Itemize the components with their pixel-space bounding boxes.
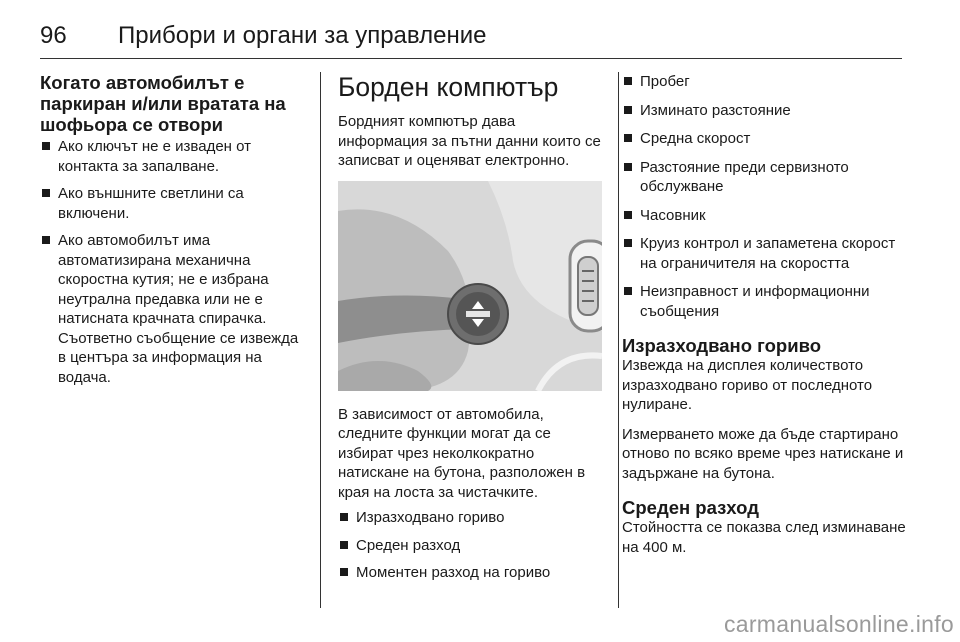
list-item: Среден разход [338,536,604,556]
column-divider [618,72,619,608]
paragraph: Извежда на дисплея количеството изразходвано гориво от последното нулиране. [622,357,873,413]
page-header [40,14,902,59]
bullet-list [338,508,604,583]
square-bullet-icon [624,134,632,142]
square-bullet-icon [624,77,632,85]
bullet-list [40,137,302,387]
list-item: Часовник [622,206,914,226]
paragraph: Измерването може да бъде стартирано отново по всяко време чрез натискане и задържане на бутона. [622,425,904,482]
subsection-heading: Среден разход [622,497,759,518]
page-title: Прибори и органи за управление [118,22,487,49]
paragraph: Бордният компютър дава информация за пътни данни които се записват и оценяват електронно. [338,113,601,169]
section-heading: Когато автомобилът е паркиран и/или вратата на шофьора се отвори [40,72,286,135]
bullet-list [622,72,914,321]
square-bullet-icon [624,163,632,171]
section-title: Борден компютър [338,72,559,102]
list-item: Ако автомобилът има автоматизирана механична скоростна кутия; не е избрана неутрална предавка или не е натисната крачната спирачка. Съответно съобщение се извежда в центъра за информация на водача. [40,231,302,387]
square-bullet-icon [340,541,348,549]
square-bullet-icon [340,568,348,576]
column-right [622,72,914,567]
list-item: Ако ключът не е изваден от контакта за запалване. [40,137,302,176]
square-bullet-icon [42,142,50,150]
paragraph: Стойността се показва след изминаване на 400 м. [622,519,906,556]
column-divider [320,72,321,608]
column-middle [338,72,604,591]
list-item: Средна скорост [622,129,914,149]
list-item: Ако външните светлини са включени. [40,184,302,223]
list-item: Моментен разход на гориво [338,563,604,583]
square-bullet-icon [624,106,632,114]
wiper-stalk-button-illustration [338,181,602,391]
square-bullet-icon [340,513,348,521]
list-item: Разстояние преди сервизното обслужване [622,158,914,197]
column-left [40,72,302,395]
list-item: Круиз контрол и запаметена скорост на ограничителя на скоростта [622,234,914,273]
page-number: 96 [40,22,67,49]
paragraph: В зависимост от автомобила, следните функции могат да се избират чрез неколкократно натискане на бутона, разположен в края на лоста за чистачките. [338,405,586,501]
square-bullet-icon [42,236,50,244]
subsection-heading: Изразходвано гориво [622,335,822,356]
list-item: Изминато разстояние [622,101,914,121]
square-bullet-icon [624,239,632,247]
list-item: Изразходвано гориво [338,508,604,528]
square-bullet-icon [624,287,632,295]
list-item: Неизправност и информационни съобщения [622,282,914,321]
square-bullet-icon [42,189,50,197]
list-item: Пробег [622,72,914,92]
watermark: carmanualsonline.info [723,611,954,637]
square-bullet-icon [624,211,632,219]
